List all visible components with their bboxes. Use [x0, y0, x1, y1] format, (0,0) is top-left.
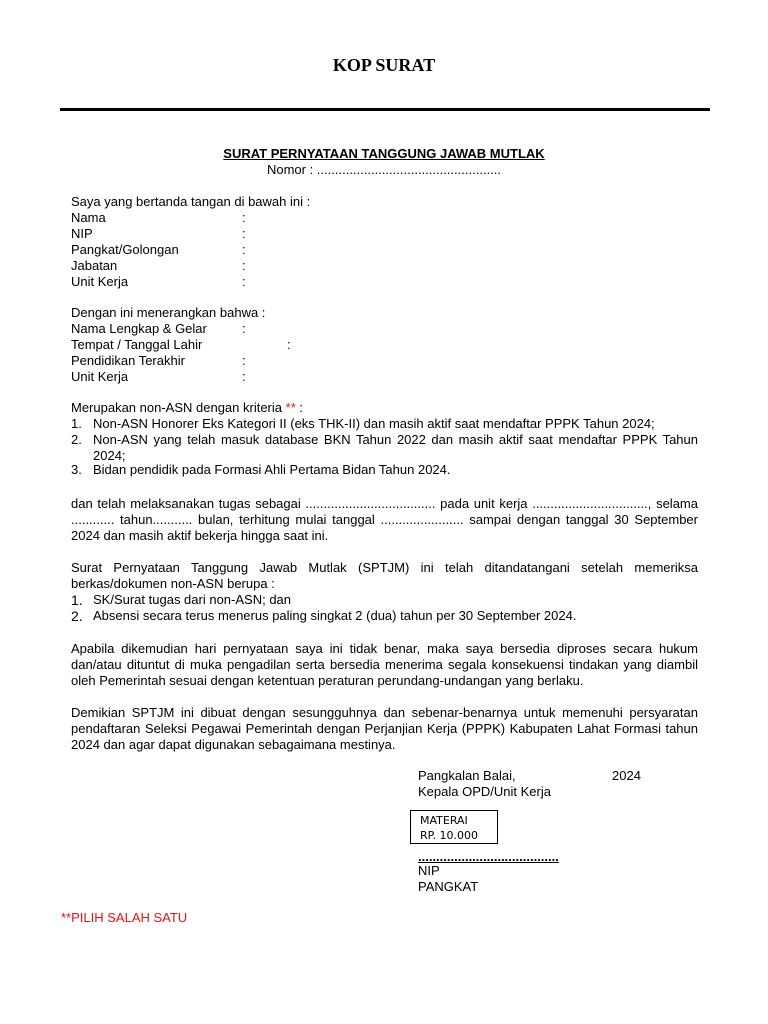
subject-field-pendidikan	[71, 353, 711, 369]
field-label: Nama Lengkap & Gelar	[71, 321, 207, 336]
list-number: 3.	[71, 462, 82, 477]
closing-paragraph: Demikian SPTJM ini dibuat dengan sesungguhnya dan sebenar-benarnya untuk memenuhi persyaratan pendaftaran Seleksi Pegawai Pemerintah dengan Perjanjian Kerja (PPPK) Kabupaten Lahat Formasi tahun 2024 dan agar dapat digunakan sebagaimana mestinya.	[71, 705, 698, 752]
field-colon: :	[242, 353, 246, 368]
signer-field-jabatan	[71, 258, 711, 274]
subject-intro: Dengan ini menerangkan bahwa :	[71, 305, 266, 320]
field-label: Unit Kerja	[71, 274, 129, 289]
criteria-item	[71, 462, 698, 478]
list-number: 2.	[71, 432, 82, 447]
signature-name-line: .......................................	[418, 849, 559, 864]
signature-pangkat: PANGKAT	[418, 879, 479, 894]
list-text: Non-ASN yang telah masuk database BKN Tahun 2022 dan masih aktif saat mendaftar PPPK Tahun 2024;	[93, 432, 698, 463]
document-title: SURAT PERNYATAAN TANGGUNG JAWAB MUTLAK	[223, 146, 545, 161]
letterhead-divider	[60, 108, 710, 111]
list-text: Non-ASN Honorer Eks Kategori II (eks THK-II) dan masih aktif saat mendaftar PPPK Tahun 2024;	[93, 416, 655, 431]
list-text: Bidan pendidik pada Formasi Ahli Pertama Bidan Tahun 2024.	[93, 462, 451, 477]
list-number: 1.	[71, 592, 83, 608]
subject-field-nama	[71, 321, 711, 337]
field-label: Unit Kerja	[71, 369, 129, 384]
criteria-item	[71, 432, 698, 464]
materai-value: RP. 10.000	[420, 829, 479, 842]
criteria-item	[71, 416, 698, 432]
documents-intro: Surat Pernyataan Tanggung Jawab Mutlak (SPTJM) ini telah ditandatangani setelah memeriksa berkas/dokumen non-ASN berupa :	[71, 560, 698, 591]
field-label: Pendidikan Terakhir	[71, 353, 185, 368]
letterhead-title: KOP SURAT	[332, 55, 436, 75]
document-number: Nomor : ...................................................	[266, 162, 502, 177]
signer-field-nama	[71, 210, 711, 226]
field-label: Tempat / Tanggal Lahir	[71, 337, 203, 352]
list-text: Absensi secara terus menerus paling singkat 2 (dua) tahun per 30 September 2024.	[93, 608, 577, 623]
list-text: SK/Surat tugas dari non-ASN; dan	[93, 592, 292, 607]
field-colon: :	[242, 226, 246, 241]
field-colon: :	[242, 258, 246, 273]
document-item	[71, 608, 698, 624]
criteria-intro-text: Merupakan non-ASN dengan kriteria	[71, 400, 283, 415]
field-colon: :	[242, 210, 246, 225]
signer-intro: Saya yang bertanda tangan di bawah ini :	[71, 194, 311, 209]
criteria-intro	[71, 400, 698, 416]
subject-field-unit-kerja	[71, 369, 711, 385]
field-label: Pangkat/Golongan	[71, 242, 179, 257]
field-label: NIP	[71, 226, 93, 241]
signer-field-unit-kerja	[71, 274, 711, 290]
footnote: **PILIH SALAH SATU	[61, 910, 188, 925]
field-colon: :	[242, 369, 246, 384]
field-colon: :	[242, 242, 246, 257]
materai-label: MATERAI	[420, 814, 468, 827]
signature-nip: NIP	[418, 863, 440, 878]
criteria-colon: :	[299, 400, 304, 415]
signer-field-pangkat	[71, 242, 711, 258]
signer-field-nip	[71, 226, 711, 242]
materai-stamp-box	[410, 810, 498, 844]
list-number: 1.	[71, 416, 82, 431]
signature-place: Pangkalan Balai,	[418, 768, 516, 783]
field-colon: :	[242, 274, 246, 289]
field-colon: :	[287, 337, 291, 352]
signature-role: Kepala OPD/Unit Kerja	[418, 784, 551, 799]
criteria-marker: **	[285, 400, 296, 415]
liability-paragraph: Apabila dikemudian hari pernyataan saya ini tidak benar, maka saya bersedia diproses secara hukum dan/atau dituntut di muka pengadilan serta bersedia menerima segala konsekuensi tindakan yang diambil oleh Pemerintah sesuai dengan ketentuan peraturan perundang-undangan yang berlaku.	[71, 641, 698, 688]
service-paragraph: dan telah melaksanakan tugas sebagai .................................... pada unit kerja ................................, selama ............ tahun........... bulan, terhitung mulai tanggal ....................... sampai dengan tanggal 30 September 2024 dan masih aktif bekerja hingga saat ini.	[71, 496, 698, 543]
field-colon: :	[242, 321, 246, 336]
signature-year: 2024	[612, 768, 641, 783]
field-label: Jabatan	[71, 258, 118, 273]
field-label: Nama	[71, 210, 106, 225]
document-item	[71, 592, 698, 608]
subject-field-ttl	[71, 337, 711, 353]
list-number: 2.	[71, 608, 83, 624]
